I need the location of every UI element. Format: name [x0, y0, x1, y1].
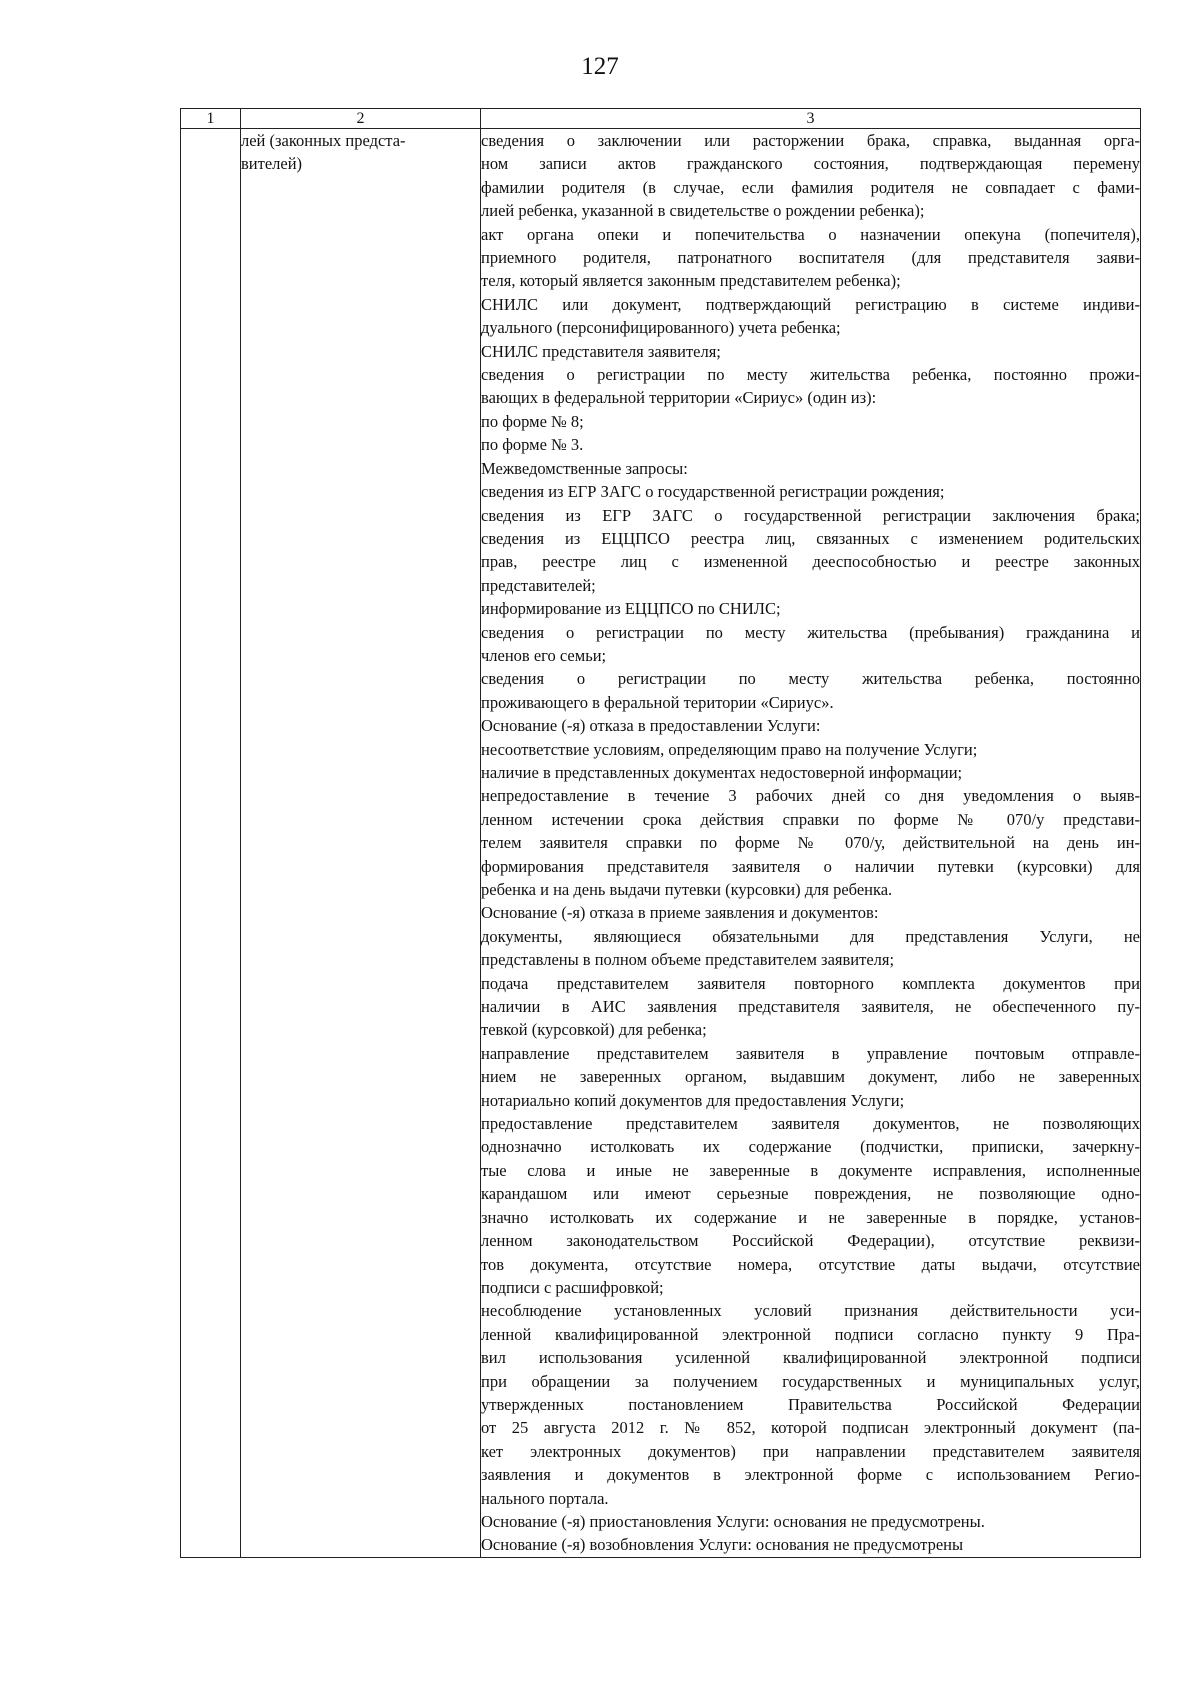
cell-col-3-line: ребенка и на день выдачи путевки (курсовки) для ребенка. [481, 880, 893, 899]
services-table [180, 108, 1141, 1558]
cell-col-3-line: представлены в полном объеме представителем заявителя; [481, 950, 895, 970]
cell-col-3-line: тевкой (курсовкой) для ребенка; [481, 1020, 707, 1040]
cell-col-3-line: приемного родителя, патронатного воспитателя (для представителя заяви- [481, 248, 1140, 268]
cell-col-3-line: акт органа опеки и попечительства о назначении опекуна (попечителя), [481, 224, 1140, 244]
cell-col-3-line: Межведомственные запросы: [481, 458, 688, 478]
cell-col-3-line: сведения о регистрации по месту жительства (пребывания) гражданина и [481, 622, 1140, 642]
header-col-1: 1 [181, 109, 241, 129]
cell-col-3-line: наличии в АИС заявления представителя заявителя, не обеспеченного пу- [481, 997, 1140, 1017]
cell-col-3-line: сведения из ЕЦЦПСО реестра лиц, связанных с изменением родительских [481, 528, 1140, 548]
cell-col-3-line: Основание (-я) отказа в предоставлении Услуги: [481, 716, 821, 736]
table-row [181, 129, 1141, 1558]
cell-col-3-line: телем заявителя справки по форме № 070/у, действительной на день ин- [481, 833, 1140, 853]
cell-col-3-line: при обращении за получением государственных и муниципальных услуг, [481, 1371, 1140, 1391]
cell-col-3-line: членов его семьи; [481, 645, 607, 665]
header-col-3: 3 [481, 109, 1141, 129]
cell-col-3-line: информирование из ЕЦЦПСО по СНИЛС; [481, 599, 781, 619]
cell-col-3-line: СНИЛС или документ, подтверждающий регистрацию в системе индиви- [481, 294, 1140, 314]
cell-col-1 [181, 129, 241, 1558]
cell-col-3-line: предоставление представителем заявителя документов, не позволяющих [481, 1114, 1140, 1134]
cell-col-3-line: нием не заверенных органом, выдавшим документ, либо не заверенных [481, 1067, 1140, 1087]
cell-col-3-line: представителей; [481, 575, 596, 595]
cell-col-2-line: лей (законных предста- [241, 131, 406, 150]
cell-col-3-line: СНИЛС представителя заявителя; [481, 341, 721, 361]
cell-col-3-line: направление представителем заявителя в управление почтовым отправле- [481, 1043, 1140, 1063]
cell-col-3-line: Основание (-я) приостановления Услуги: основания не предусмотрены. [481, 1511, 985, 1531]
table-header-row [181, 109, 1141, 129]
cell-col-3-line: сведения из ЕГР ЗАГС о государственной регистрации рождения; [481, 482, 945, 502]
cell-col-3-line: теля, который является законным представителем ребенка); [481, 271, 901, 291]
cell-col-3-line: документы, являющиеся обязательными для представления Услуги, не [481, 926, 1140, 946]
cell-col-3-line: формирования представителя заявителя о наличии путевки (курсовки) для [481, 856, 1140, 876]
cell-col-3-line: ленном законодательством Российской Федерации), отсутствие реквизи- [481, 1231, 1140, 1251]
header-col-2: 2 [241, 109, 481, 129]
cell-col-2 [241, 129, 481, 1558]
cell-col-3-line: однозначно истолковать их содержание (подчистки, приписки, зачеркну- [481, 1137, 1140, 1157]
cell-col-3-line: ном записи актов гражданского состояния, подтверждающая перемену [481, 154, 1140, 174]
cell-col-3-line: Основание (-я) возобновления Услуги: основания не предусмотрены [481, 1535, 964, 1555]
cell-col-3-line: фамилии родителя (в случае, если фамилия родителя не совпадает с фами- [481, 177, 1140, 197]
cell-col-3-line: непредоставление в течение 3 рабочих дней со дня уведомления о выяв- [481, 786, 1140, 806]
cell-col-3-line: дуального (персонифицированного) учета ребенка; [481, 318, 841, 338]
cell-col-3-line: кет электронных документов) при направлении представителем заявителя [481, 1441, 1140, 1461]
cell-col-3-line: по форме № 3. [481, 435, 584, 455]
cell-col-3-line: подписи с расшифровкой; [481, 1277, 664, 1297]
cell-col-3-line: наличие в представленных документах недостоверной информации; [481, 762, 963, 782]
cell-col-3-line: сведения о регистрации по месту жительства ребенка, постоянно прожи- [481, 365, 1140, 385]
cell-col-3-line: сведения о заключении или расторжении брака, справка, выданная орга- [481, 131, 1140, 150]
cell-col-3-line: заявления и документов в электронной форме с использованием Регио- [481, 1465, 1140, 1485]
cell-col-2-line: вителей) [241, 154, 303, 174]
cell-col-3-line: ленном истечении срока действия справки по форме № 070/у представи- [481, 809, 1140, 829]
cell-col-3-line: Основание (-я) отказа в приеме заявления и документов: [481, 903, 879, 923]
cell-col-3-line: тов документа, отсутствие номера, отсутствие даты выдачи, отсутствие [481, 1254, 1140, 1274]
cell-col-3-line: нотариально копий документов для предоставления Услуги; [481, 1090, 905, 1110]
cell-col-3-line: от 25 августа 2012 г. № 852, которой подписан электронный документ (па- [481, 1418, 1140, 1438]
cell-col-3-line: несоблюдение установленных условий признания действительности уси- [481, 1301, 1140, 1321]
cell-col-3-line: вающих в федеральной территории «Сириус» (один из): [481, 388, 877, 408]
cell-col-3-line: сведения из ЕГР ЗАГС о государственной регистрации заключения брака; [481, 505, 1140, 525]
cell-col-3-line: подача представителем заявителя повторного комплекта документов при [481, 973, 1140, 993]
cell-col-3-line: ленной квалифицированной электронной подписи согласно пункту 9 Пра- [481, 1324, 1140, 1344]
cell-col-3-line: утвержденных постановлением Правительства Российской Федерации [481, 1394, 1140, 1414]
cell-col-3-line: значно истолковать их содержание и не заверенные в порядке, установ- [481, 1207, 1140, 1227]
cell-col-3-line: нального портала. [481, 1488, 609, 1508]
page-number: 127 [581, 53, 619, 80]
cell-col-3 [481, 129, 1141, 1558]
cell-col-3-line: проживающего в феральной територии «Сириус». [481, 692, 834, 712]
cell-col-3-line: несоответствие условиям, определяющим право на получение Услуги; [481, 739, 978, 759]
cell-col-3-line: карандашом или имеют серьезные повреждения, не позволяющие одно- [481, 1184, 1140, 1204]
cell-col-3-line: прав, реестре лиц с измененной дееспособностью и реестре законных [481, 552, 1140, 572]
cell-col-3-line: тые слова и иные не заверенные в документе исправления, исполненные [481, 1160, 1140, 1180]
cell-col-3-line: вил использования усиленной квалифицированной электронной подписи [481, 1348, 1140, 1368]
cell-col-3-line: сведения о регистрации по месту жительства ребенка, постоянно [481, 669, 1140, 689]
cell-col-3-line: лией ребенка, указанной в свидетельстве о рождении ребенка); [481, 201, 925, 221]
cell-col-3-line: по форме № 8; [481, 411, 584, 431]
